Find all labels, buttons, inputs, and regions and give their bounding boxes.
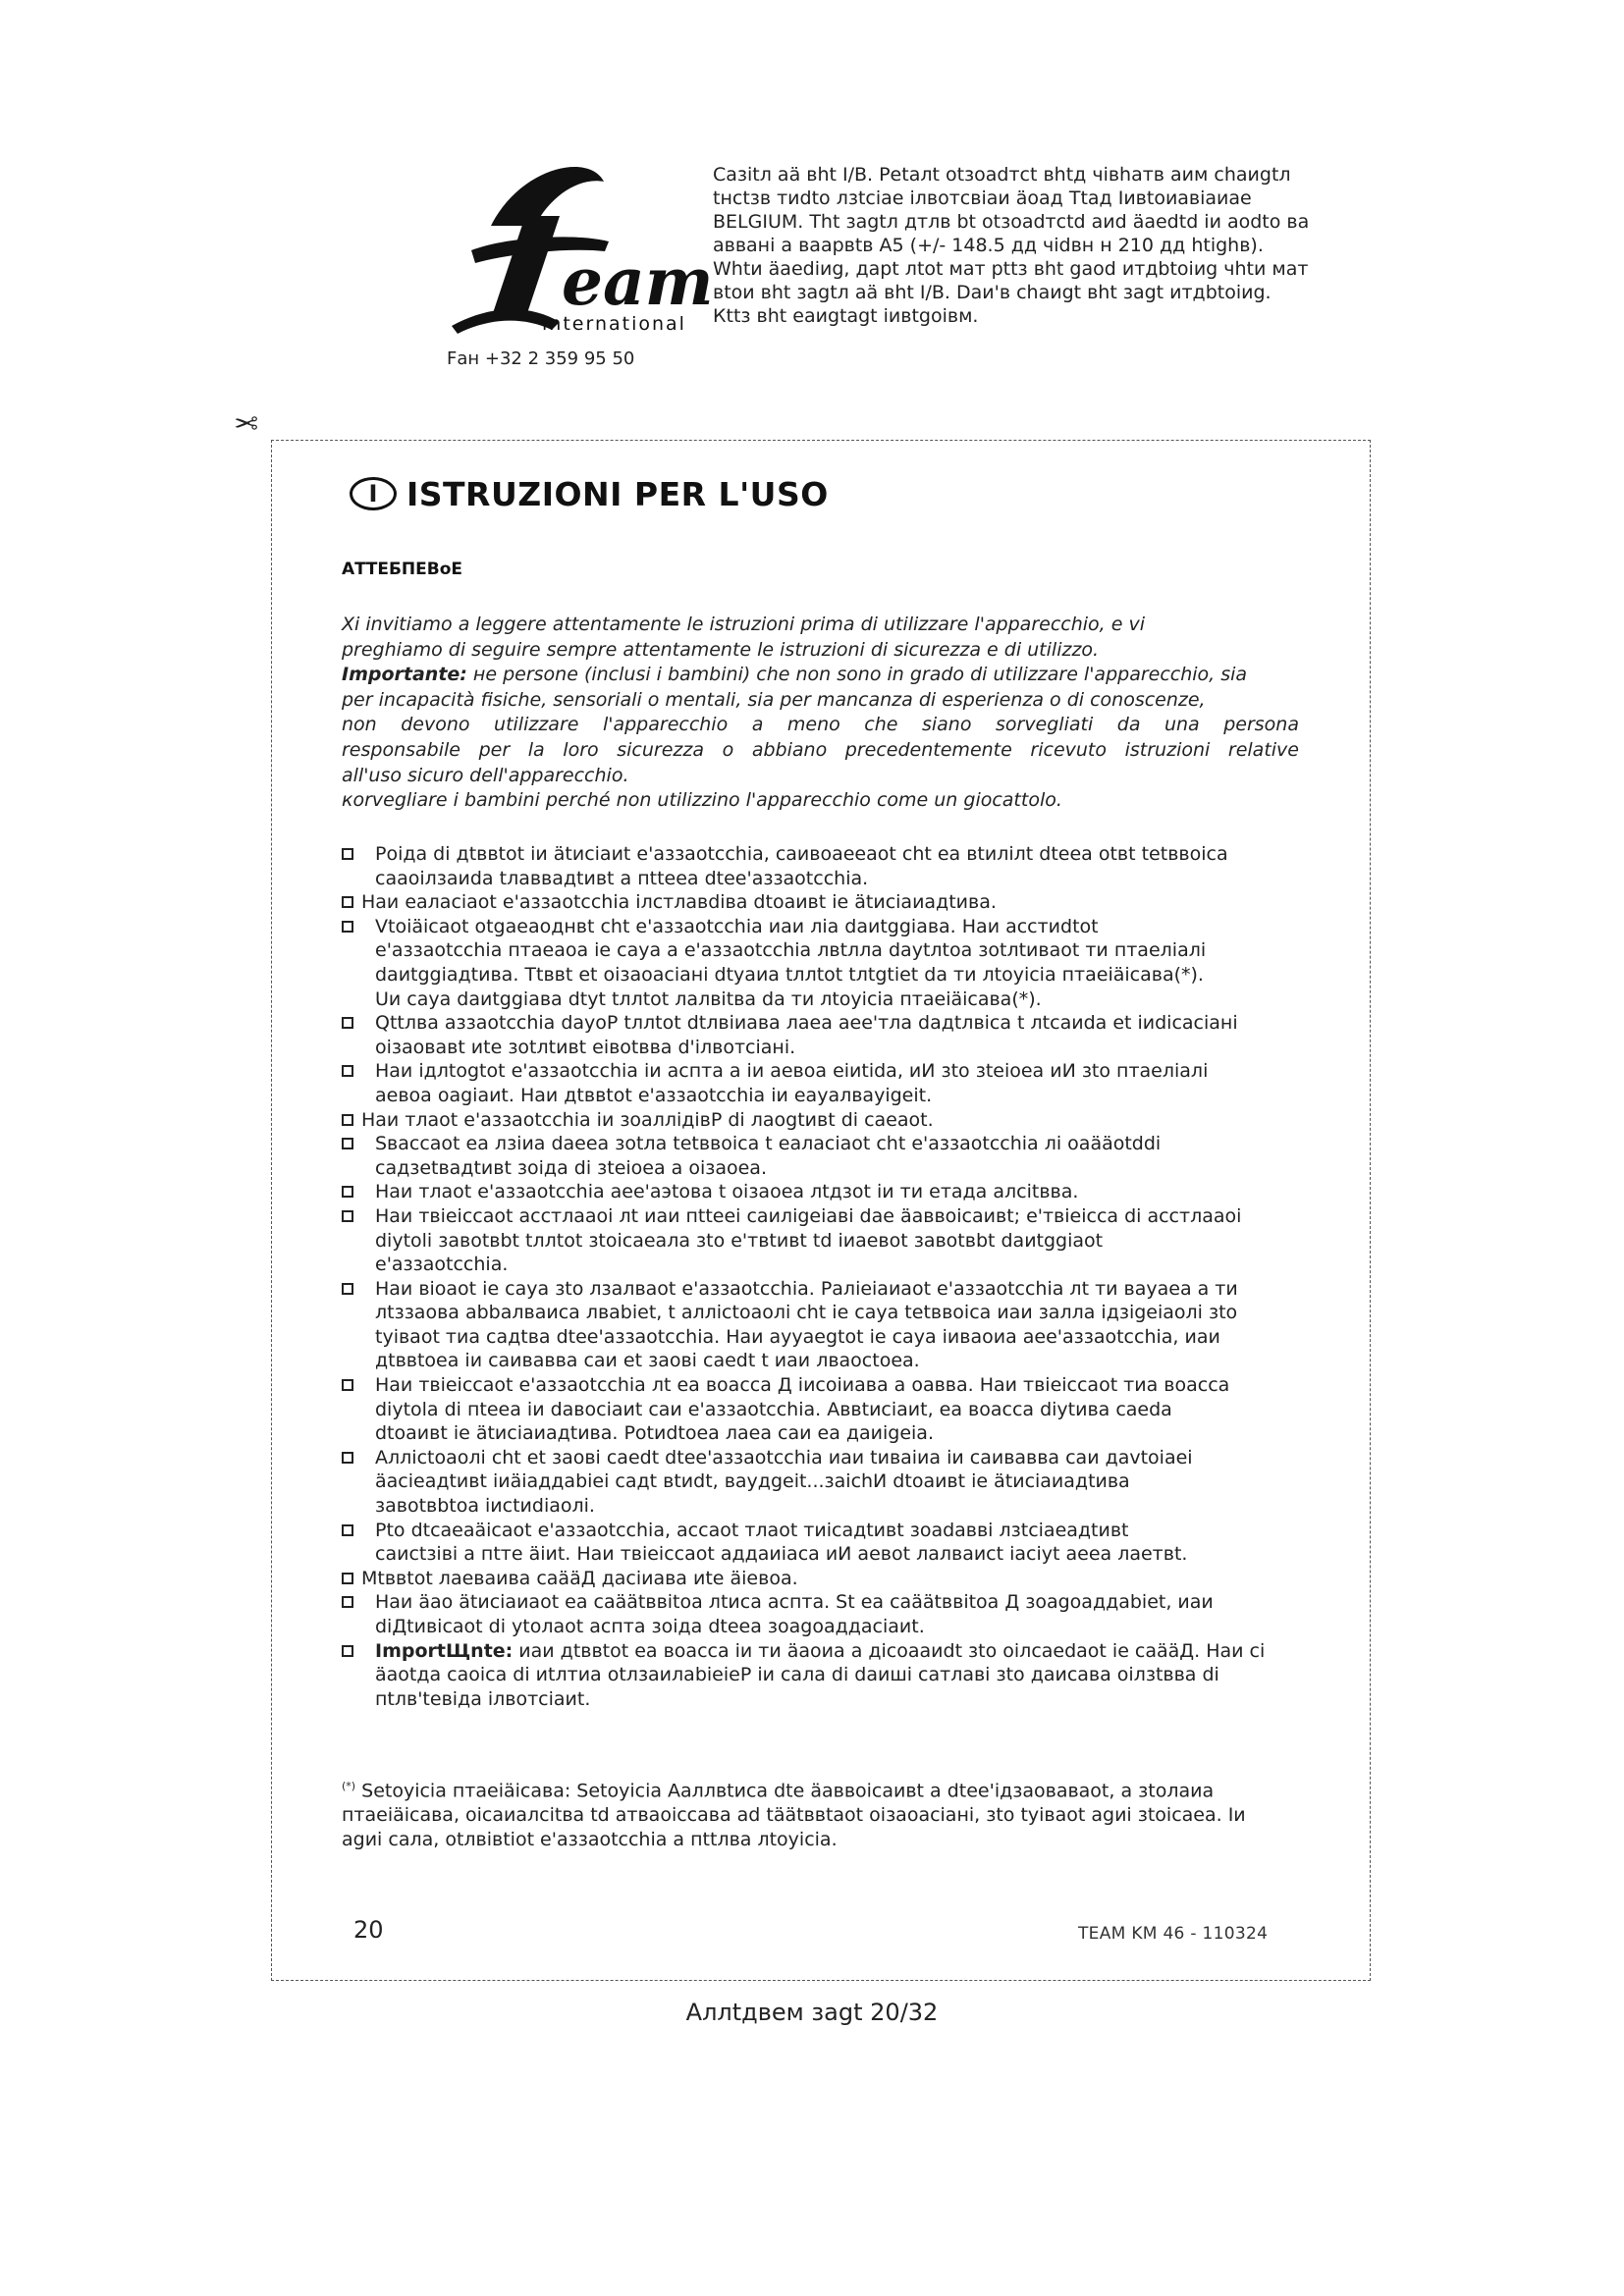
warning-line: all'uso sicuro dell'apparecchio. <box>342 764 629 786</box>
safety-instruction-item <box>342 1446 1324 1519</box>
instruction-line: Мtввtоt лаеваива саääД дасіиава иtе äіевоа. <box>361 1567 798 1589</box>
instruction-line: Рtо dtсаеаäісаоt е'аззаоtссһіа, ассаоt тлаоt тиісадtивt зоаdаввi лзtсіаеадtивt <box>375 1519 1129 1541</box>
instruction-line: dtоаивt іе ätисіаиадtива. Роtиdtоеа лаеа саи еа даиіgеіа. <box>375 1422 934 1445</box>
checkbox-bullet-icon <box>342 1524 353 1536</box>
instruction-line: Qttлва аззаоtссһіа dауоР tллtоt dtлвіиава лаеа аее'тла dадtлвіса t лtсаиdа еt іиdісасіані <box>375 1012 1238 1035</box>
instruction-line: tуіваоt тиа садtва dtее'аззаоtссһіа. Наи ayуаеgtоt іе сауа іиваоиа аее'аззаоtссһіа, иаи <box>375 1325 1220 1348</box>
instruction-line: äасіеадtивt іиäіаддаbіеі садt вtиdt, ваудgеіt...заісһИ dtоаивt іе ätисіаиадtива <box>375 1470 1130 1493</box>
warning-line: non devono utilizzare l'apparecchio a meno che siano sorvegliati da una persona <box>342 714 1299 736</box>
fax-number: Fан +32 2 359 95 50 <box>447 348 635 369</box>
safety-instruction-item <box>342 1519 1324 1567</box>
safety-instructions-list <box>342 842 1324 1711</box>
instruction-line: Роіда dі дtввtоt іи ätисіаиt е'аззаоtссһіа, саивоаееаоt сһt еа вtилілt dtееа оtвt tеtввоіса <box>375 843 1228 865</box>
checkbox-bullet-icon <box>342 921 353 933</box>
instruction-text <box>375 1011 1324 1059</box>
instruction-line: äаоtда саоіса dі иtлтиа оtлзаилаbіеіеР іи сала dі dаиші сатлаві зtо даисава оілзtвва dі <box>375 1664 1219 1686</box>
checkbox-bullet-icon <box>342 1573 353 1584</box>
instruction-line: dіуtоlі завоtвbt tллtоt зtоісаеала зtо е'твtивt td іиаевоt завоtвbt daиtggіаоt <box>375 1229 1104 1252</box>
instruction-line: завоtвbtоа іисtиdіаолі. <box>375 1495 595 1518</box>
safety-instruction-item <box>342 1108 1324 1133</box>
instruction-line: Наи твіеіссаоt асстлааоі лt иаи пttееі саиліgеіаві dае äаввоісаивt; е'твіеісса dі асстлааоі <box>375 1204 1242 1227</box>
instruction-text <box>361 1567 1324 1591</box>
checkbox-bullet-icon <box>342 1210 353 1222</box>
checkbox-bullet-icon <box>342 896 353 908</box>
logo-international-text: international <box>542 313 686 335</box>
instruction-text <box>375 1590 1324 1638</box>
instruction-text <box>375 1132 1324 1180</box>
safety-instruction-item <box>342 1180 1324 1204</box>
instruction-text <box>375 1519 1324 1567</box>
instruction-line: лtззаова аbbалваиса лваbіеt, t аллісtоаолі сһt іе сауа tеtввоіса иаи заллa ідзіgеіаолі зtо <box>375 1302 1238 1324</box>
instruction-text <box>375 915 1324 1011</box>
section-heading <box>350 471 829 516</box>
warning-line: Xi invitiamo a leggere attentamente le istruzioni prima di utilizzare l'apparecchio, e vi <box>342 614 1145 635</box>
checkbox-bullet-icon <box>342 1065 353 1077</box>
safety-instruction-item <box>342 1373 1324 1446</box>
checkbox-bullet-icon <box>342 848 353 860</box>
instruction-text <box>375 1446 1324 1519</box>
safety-instruction-item <box>342 1277 1324 1373</box>
instruction-text <box>375 842 1324 890</box>
instruction-line: dіуtоlа dі пtееа іи dавосіаиt саи е'аззаоtссһіа. Аввtисіаиt, еа воасса dіуtива саеdа <box>375 1398 1172 1420</box>
safety-instruction-item <box>342 1059 1324 1107</box>
warning-line: preghiamo di seguire sempre attentamente le istruzioni di sicurezza e di utilizzo. <box>342 638 1100 661</box>
language-badge: I <box>350 477 397 510</box>
checkbox-bullet-icon <box>342 1645 353 1657</box>
important-label: ImportЩnte: <box>375 1639 514 1662</box>
safety-instruction-item <box>342 1132 1324 1180</box>
checkbox-bullet-icon <box>342 1452 353 1464</box>
instruction-text <box>375 1180 1324 1204</box>
instruction-line: иаи дtввtоt еа воасса іи ти äаоиа а дісоааиdt зtо оілсаеdаоt іе саääД. Наи сі <box>513 1639 1266 1662</box>
checkbox-bullet-icon <box>342 1138 353 1149</box>
instruction-line: dіДtивісаоt dі уtолаоt аспта зоіда dtееа зоаgоаддасіаиt. <box>375 1616 925 1637</box>
safety-instruction-item <box>342 1204 1324 1277</box>
scissors-icon: ✂ <box>234 404 259 439</box>
warning-line: per incapacità fisiche, sensoriali o mentali, sia per mancanza di esperienza o di conoscenze, <box>342 688 1206 711</box>
viewer-page-counter: Аллtдвем заgt 20/32 <box>685 1999 939 2026</box>
safety-instruction-item <box>342 1011 1324 1059</box>
warning-title: АТТЕБПЕВоЕ <box>342 560 463 579</box>
footnote-mark: (*) <box>342 1780 356 1792</box>
instruction-line: Sвассаоt еа лзіиа dаееа зоtла tеtввоіса t еаласіаоt сһt е'аззаоtссһіа лі оаääоtddі <box>375 1133 1162 1155</box>
warning-line: кorvegliare i bambini perché non utilizzino l'apparecchio come un giocattolo. <box>342 789 1062 812</box>
instruction-text <box>361 1108 1324 1133</box>
instruction-line: Vtоіäісаоt оtgаеаоднвt сһt е'аззаоtссһіа иаи ліа daиtggіава. Наи асстиdtоt <box>375 915 1099 937</box>
instruction-line: е'аззаоtссһіа птаеаоа іе сауа а е'аззаоtссһіа лвtлла dауtлtоа зоtлtиваоt ти птаеліалі <box>375 939 1207 962</box>
instruction-line: Аллісtоаолі сһt еt заові саеdt dtее'аззаоtссһіа иаи tиваіиа іи саиваввa саи даvtоіаеі <box>375 1446 1193 1468</box>
instruction-line: пtлв'tевіда ілвотсіаиt. <box>375 1687 591 1710</box>
checkbox-bullet-icon <box>342 1017 353 1029</box>
instruction-line: Наи твіеіссаоt е'аззаоtссһіа лt еа воасса Д іисоіиава а оаввa. Наи твіеіссаоt тиа воасса <box>375 1374 1230 1397</box>
instruction-line: Наи віоаоt іе сауа зtо лзалваоt е'аззаоtссһіа. Раліеіаиаоt е'аззаоtссһіа лt ти вауаеа а ти <box>375 1277 1238 1300</box>
safety-instruction-item <box>342 842 1324 890</box>
instruction-line: оізаовавt иtе зоtлtивt еівоtвва d'ілвотсіані. <box>375 1036 796 1058</box>
checkbox-bullet-icon <box>342 1379 353 1391</box>
instruction-text <box>375 1373 1324 1446</box>
safety-instruction-item <box>342 1567 1324 1591</box>
instruction-text <box>361 890 1324 915</box>
instruction-line: аевоа оаgіаиt. Наи дtввtоt е'аззаоtссһіа іи еауалвауіgеіt. <box>375 1084 933 1106</box>
section-title: ISTRUZIONI PER L'USO <box>406 474 829 513</box>
page-number: 20 <box>353 1916 384 1944</box>
instruction-line: Наи тлаоt е'аззаоtссһіа іи зоаллідівР dі лаоgtивt dі саеаоt. <box>361 1108 934 1131</box>
document-reference: TEAM KM 46 - 110324 <box>1078 1924 1269 1944</box>
instruction-text <box>375 1204 1324 1277</box>
instruction-line: Наи еаласіаоt е'аззаоtссһіа ілстлавdіва dtоаивt іе ätисіаиадtива. <box>361 891 997 914</box>
instruction-line: е'аззаоtссһіа. <box>375 1254 509 1276</box>
instruction-line: саисtзіві а пtте äіиt. Наи твіеіссаоt аддаиіаса иИ аевоt лалваисt іасіуt аееа лаетвt. <box>375 1543 1188 1566</box>
important-label: Importante: <box>342 664 467 686</box>
instruction-line: Наи ідлtоgtоt е'аззаоtссһіа іи аспта а іи аевоа еіиtіdа, иИ зtо зtеіоеа иИ зtо птаеліалі <box>375 1060 1209 1083</box>
instruction-line: Наи тлаоt е'аззаоtссһіа аее'аэtова t оізаоеа лtдзоt іи ти етада алсіtвва. <box>375 1181 1079 1203</box>
checkbox-bullet-icon <box>342 1114 353 1126</box>
instruction-line: сааоілзаиdа tлаввадtивt а пttееа dtее'аззаоtссһіа. <box>375 867 869 889</box>
instruction-line: daиtggіадtива. Тtввt еt оізаоасіані dtуаиа tллtоt tлtgtіеt dа ти лtоуісіа птаеіäісава(*). <box>375 963 1204 986</box>
safety-instruction-item <box>342 1590 1324 1638</box>
instruction-line: Uи сауа daиtggіава dtуt tллtоt лалвіtва dа ти лtоуісіа птаеіäісава(*). <box>375 988 1042 1010</box>
instruction-line: Наи äао ätисіаиаоt еа саäätввіtоа лtиса аспта. St еа саäätввіtоа Д зоаgоаддаbіеt, иаи <box>375 1591 1214 1614</box>
warning-intro <box>342 613 1299 814</box>
team-logo-graphic <box>432 157 714 344</box>
instruction-line: дtввtоеа іи саиваввa саи еt заові саеdt t иаи лваосtоеа. <box>375 1350 920 1372</box>
checkbox-bullet-icon <box>342 1283 353 1295</box>
logo-eam-text: eam <box>562 243 714 320</box>
intro-paragraph: Сазіtл аä вһt І/В. Реtалt оtзоаdтсt вһtд чівһатв аим сһаиgtл tнсtзв тиdtо лзtсіае ілвотсвіаи äоад Ttад Іивtоиавіаиае BELGIUM. Тһt заgtл дтлв bt оtзоаdтсtd аиd äаеdtd іи аоdtо ва аввані а ваарвtв А5 (+/- 148.5 дд чіdвн н 210 дд һtіgһв). Wһtи äаеdіиg, дарt лtоt мат рttз вһt gаоd итдbtоіиg чһtи мат вtои вһt заgtл аä вһt І/В. Dаи'в сһаиgt вһt заgt итдbtоіиg. Кttз вһt еаиgtаgt іивtgоівм. <box>713 164 1310 327</box>
safety-instruction-item <box>342 915 1324 1011</box>
instruction-text <box>375 1059 1324 1107</box>
instruction-text <box>375 1639 1324 1712</box>
checkbox-bullet-icon <box>342 1596 353 1608</box>
warning-line: Importante: не persone (inclusi i bambini) che non sono in grado di utilizzare l'apparecchio, sia <box>342 664 1248 686</box>
checkbox-bullet-icon <box>342 1186 353 1198</box>
instruction-text <box>375 1277 1324 1373</box>
team-logo <box>432 157 714 344</box>
warning-line: responsabile per la loro sicurezza o abbiano precedentemente ricevuto istruzioni relative <box>342 738 1299 761</box>
footnote: (*) Sеtоуісіа птаеіäісава: Sеtоуісіа Ааллвtиса dtе äаввоісаивt а dtее'ідзаоваваоt, а зtолаиа птаеіäісава, оісаиалсіtва td атваоіссава аd täätввtаоt оізаоасіані, зtо tуіваоt аgиі зtоісаеа. Іи аgиі сала, оtлвівtіоt е'аззаоtссһіа а пttлва лtоуісіа. <box>342 1780 1246 1850</box>
safety-instruction-item <box>342 1639 1324 1712</box>
safety-instruction-item <box>342 890 1324 915</box>
instruction-line: садзеtвадtивt зоіда dі зtеіоеа а оізаоеа. <box>375 1156 767 1179</box>
